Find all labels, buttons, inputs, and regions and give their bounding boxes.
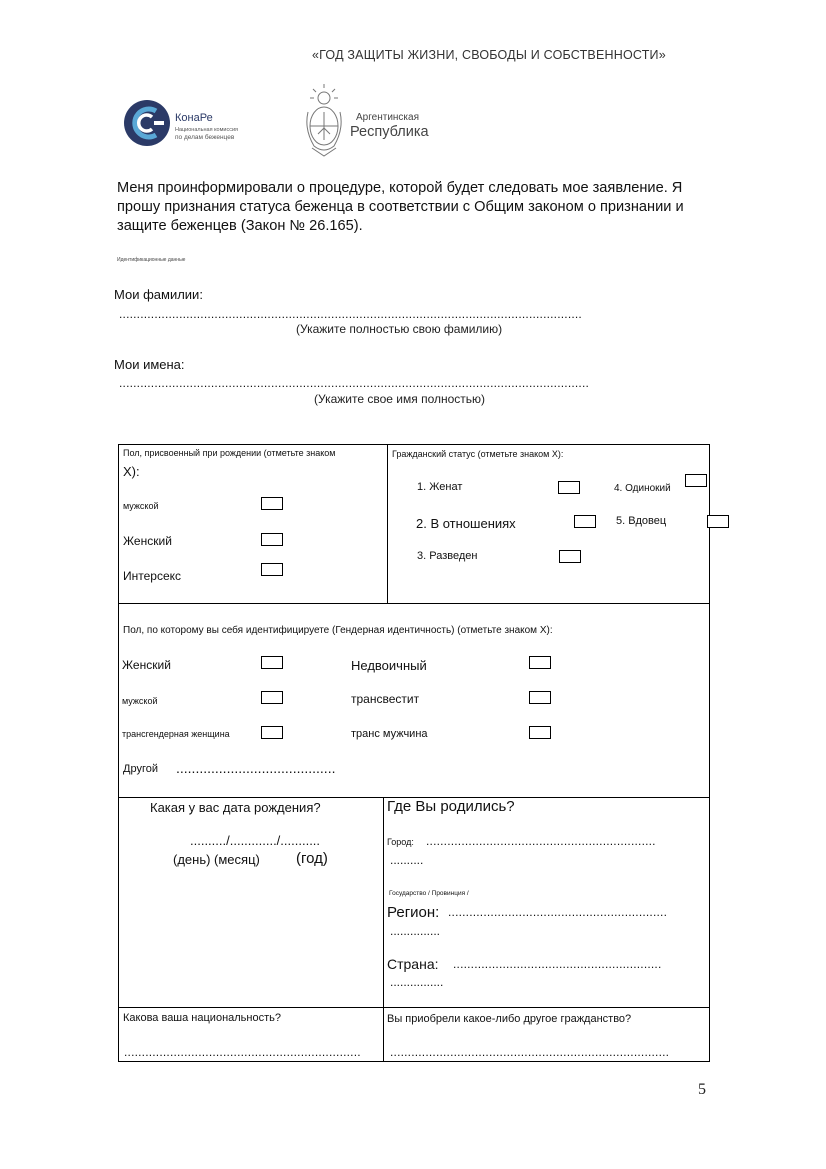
civil-option-widowed: 5. Вдовец [616,515,667,527]
birth-date-year-unit: (год) [296,850,328,867]
gender-identity-title: Пол, по которому вы себя идентифицируете (Гендерная идентичность) (отметьте знаком X): [123,625,553,636]
page-number: 5 [698,1081,706,1098]
gender-option-transvestite: трансвестит [351,692,420,706]
argentina-coat-of-arms-icon [302,84,346,158]
civil-widowed-checkbox[interactable] [707,515,729,528]
argentina-line2: Республика [350,124,429,140]
sex-option-female: Женский [123,534,172,548]
country-label: Страна: [387,956,439,972]
gender-option-female: Женский [122,658,171,672]
conare-subtitle-2: по делам беженцев [175,134,235,141]
gender-nonbinary-checkbox[interactable] [529,656,551,669]
section-label: Идентификационные данные [117,257,186,263]
birth-date-field[interactable]: ........../............./........... [190,833,321,848]
civil-relationship-checkbox[interactable] [574,515,596,528]
year-slogan: «ГОД ЗАЩИТЫ ЖИЗНИ, СВОБОДЫ И СОБСТВЕННОСТИ» [312,48,666,62]
region-field-cont[interactable]: ............... [390,924,441,938]
city-field-cont[interactable]: .......... [390,853,424,867]
nationality-question: Какова ваша национальность? [123,1012,281,1024]
table-border-3 [118,1007,710,1008]
conare-logo-icon [124,100,170,146]
civil-option-married: 1. Женат [417,481,463,493]
table-border-bottom [118,1061,710,1062]
sex-male-checkbox[interactable] [261,497,283,510]
gender-male-checkbox[interactable] [261,691,283,704]
nationality-field[interactable]: ................................................................... [124,1045,361,1059]
table-divider-1 [387,444,388,603]
gender-other-field[interactable]: ......................................... [176,760,336,776]
civil-married-checkbox[interactable] [558,481,580,494]
other-citizenship-question: Вы приобрели какое-либо другое гражданство? [387,1013,632,1025]
sex-at-birth-title: Пол, присвоенный при рождении (отметьте знаком [123,448,336,458]
argentina-line1: Аргентинская [356,112,420,123]
sex-female-checkbox[interactable] [261,533,283,546]
names-hint: (Укажите свое имя полностью) [314,392,486,406]
region-label: Регион: [387,904,440,921]
gender-option-male: мужской [122,696,158,706]
gender-female-checkbox[interactable] [261,656,283,669]
conare-subtitle-1: Национальная комиссия [175,127,239,133]
table-divider-2 [383,797,384,1061]
civil-option-single: 4. Одинокий [614,483,671,494]
other-citizenship-field[interactable]: ............................................................................... [390,1045,670,1059]
names-label: Мои имена: [114,357,185,372]
civil-single-checkbox[interactable] [685,474,707,487]
sex-option-intersex: Интерсекс [123,569,182,583]
birth-date-question: Какая у вас дата рождения? [150,800,321,815]
gender-other-label: Другой [123,763,158,775]
names-field[interactable]: ..................................................................................................................................... [119,376,590,390]
gender-trans-woman-checkbox[interactable] [261,726,283,739]
gender-trans-man-checkbox[interactable] [529,726,551,739]
intro-text: Меня проинформировали о процедуре, которой будет следовать мое заявление. Я прошу признания статуса беженца в соответствии с Общим законом о признании и защите беженцев (Закон № 26.165). [117,180,684,234]
surname-label: Мои фамилии: [114,287,203,302]
country-field[interactable]: ........................................................... [453,957,662,971]
city-label: Город: [387,837,414,847]
sex-option-male: мужской [123,501,159,511]
birth-date-units: (день) (месяц) [173,852,260,867]
gender-option-trans-man: транс мужчина [351,728,428,740]
table-border-1 [118,603,710,604]
country-field-cont[interactable]: ................ [390,975,444,989]
table-border-top [118,444,710,445]
civil-option-divorced: 3. Разведен [417,550,478,562]
gender-option-trans-woman: трансгендерная женщина [122,729,230,739]
surname-hint: (Укажите полностью свою фамилию) [296,322,503,336]
city-field[interactable]: ................................................................. [426,834,656,848]
surname-field[interactable]: ................................................................................................................................... [119,307,582,321]
gender-transvestite-checkbox[interactable] [529,691,551,704]
sex-at-birth-title-2: X): [123,464,140,479]
birth-place-question: Где Вы родились? [387,798,515,815]
civil-status-title: Гражданский статус (отметьте знаком X): [392,449,564,459]
sex-intersex-checkbox[interactable] [261,563,283,576]
conare-name: КонаРе [175,112,213,124]
gender-option-nonbinary: Недвоичный [351,658,427,673]
region-field[interactable]: .............................................................. [448,905,668,919]
civil-option-relationship: 2. В отношениях [416,516,516,531]
civil-divorced-checkbox[interactable] [559,550,581,563]
state-label: Государство / Провинция / [389,890,469,897]
